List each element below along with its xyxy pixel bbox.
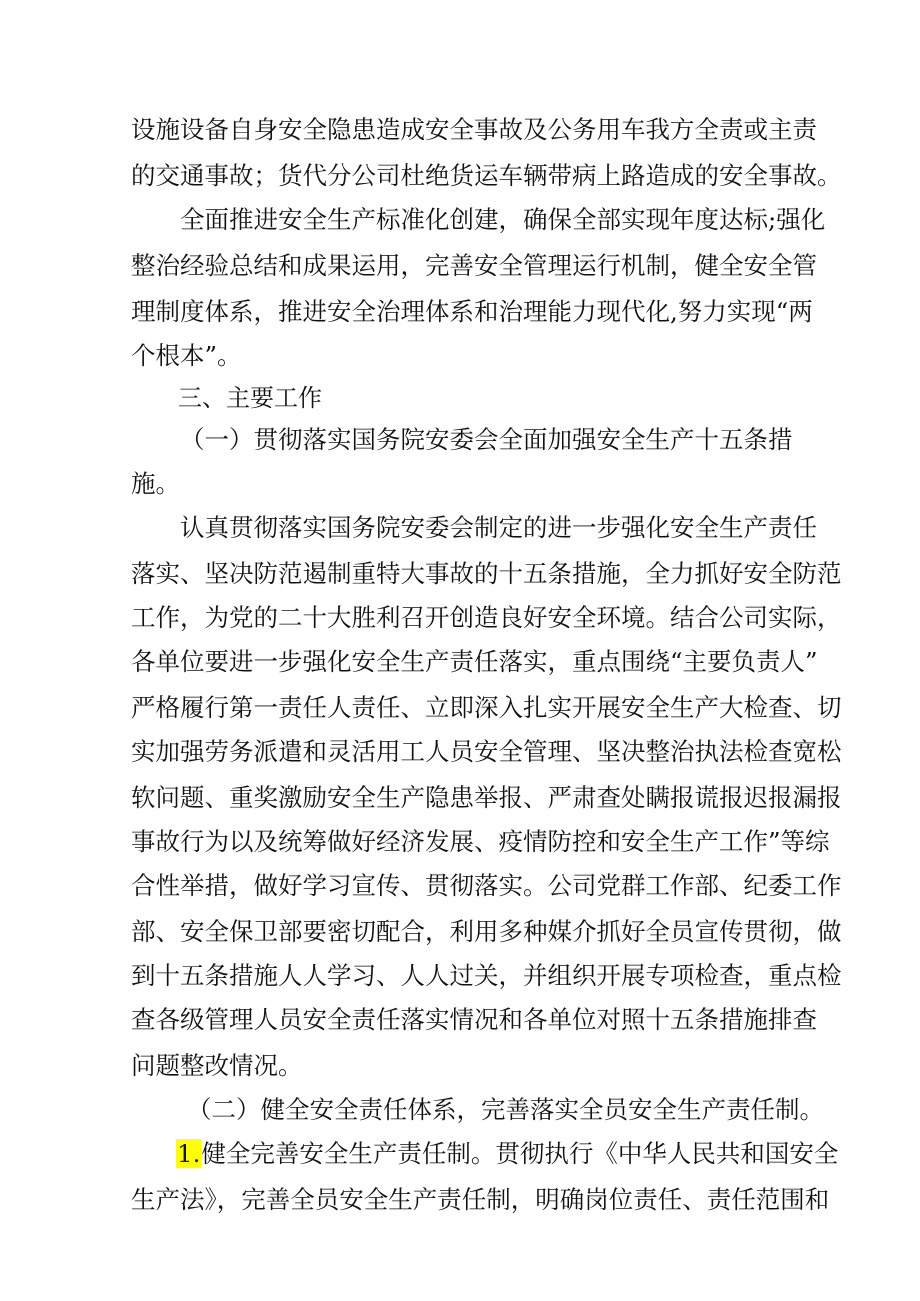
item-1-text: 健全完善安全生产责任制。贯彻执行《中华人民共和国安全 [201, 1139, 839, 1168]
text-line-14: 严格履行第一责任人责任、立即深入扎实开展安全生产大检查、切 [131, 693, 842, 722]
subsection-heading-1: （一）贯彻落实国务院安委会全面加强安全生产十五条措 [180, 425, 793, 454]
text-line-10: 认真贯彻落实国务院安委会制定的进一步强化安全生产责任 [180, 513, 817, 542]
item-1-first-line [176, 1134, 839, 1174]
text-line-6: 个根本”。 [131, 341, 242, 370]
text-line-17: 事故行为以及统筹做好经济发展、疫情防控和安全生产工作”等综 [131, 827, 830, 856]
text-line-18: 合性举措，做好学习宣传、贯彻落实。公司党群工作部、纪委工作 [131, 871, 842, 900]
text-line-20: 到十五条措施人人学习、人人过关，并组织开展专项检查，重点检 [131, 961, 842, 990]
item-number-highlight: 1. [177, 1139, 201, 1168]
text-line-16: 软问题、重奖激励安全生产隐患举报、严肃查处瞒报谎报迟报漏报 [131, 783, 842, 812]
text-line-25: 生产法》，完善全员安全生产责任制，明确岗位责任、责任范围和 [131, 1185, 830, 1214]
text-line-2: 的交通事故；货代分公司杜绝货运车辆带病上路造成的安全事故。 [131, 161, 842, 190]
text-line-12: 工作，为党的二十大胜利召开创造良好安全环境。结合公司实际， [131, 603, 842, 632]
text-line-4: 整治经验总结和成果运用，完善安全管理运行机制，健全安全管 [131, 251, 817, 280]
text-line-5: 理制度体系，推进安全治理体系和治理能力现代化,努力实现“两 [131, 297, 813, 326]
text-line-13: 各单位要进一步强化安全生产责任落实，重点围绕“主要负责人” [131, 647, 818, 676]
text-line-15: 实加强劳务派遣和灵活用工人员安全管理、坚决整治执法检查宽松 [131, 737, 842, 766]
text-line-19: 部、安全保卫部要密切配合，利用多种媒介抓好全员宣传贯彻，做 [131, 917, 842, 946]
subsection-heading-2: （二）健全安全责任体系，完善落实全员安全生产责任制。 [187, 1095, 824, 1124]
text-line-21: 查各级管理人员安全责任落实情况和各单位对照十五条措施排查 [131, 1005, 817, 1034]
text-line-1: 设施设备自身安全隐患造成安全事故及公务用车我方全责或主责 [131, 115, 817, 144]
section-heading: 三、主要工作 [178, 384, 322, 412]
text-line-11: 落实、坚决防范遏制重特大事故的十五条措施，全力抓好安全防范 [131, 559, 842, 588]
text-line-3: 全面推进安全生产标准化创建，确保全部实现年度达标;强化 [180, 205, 826, 234]
text-line-22: 问题整改情况。 [131, 1051, 303, 1080]
subsection-heading-1-cont: 施。 [131, 469, 180, 498]
